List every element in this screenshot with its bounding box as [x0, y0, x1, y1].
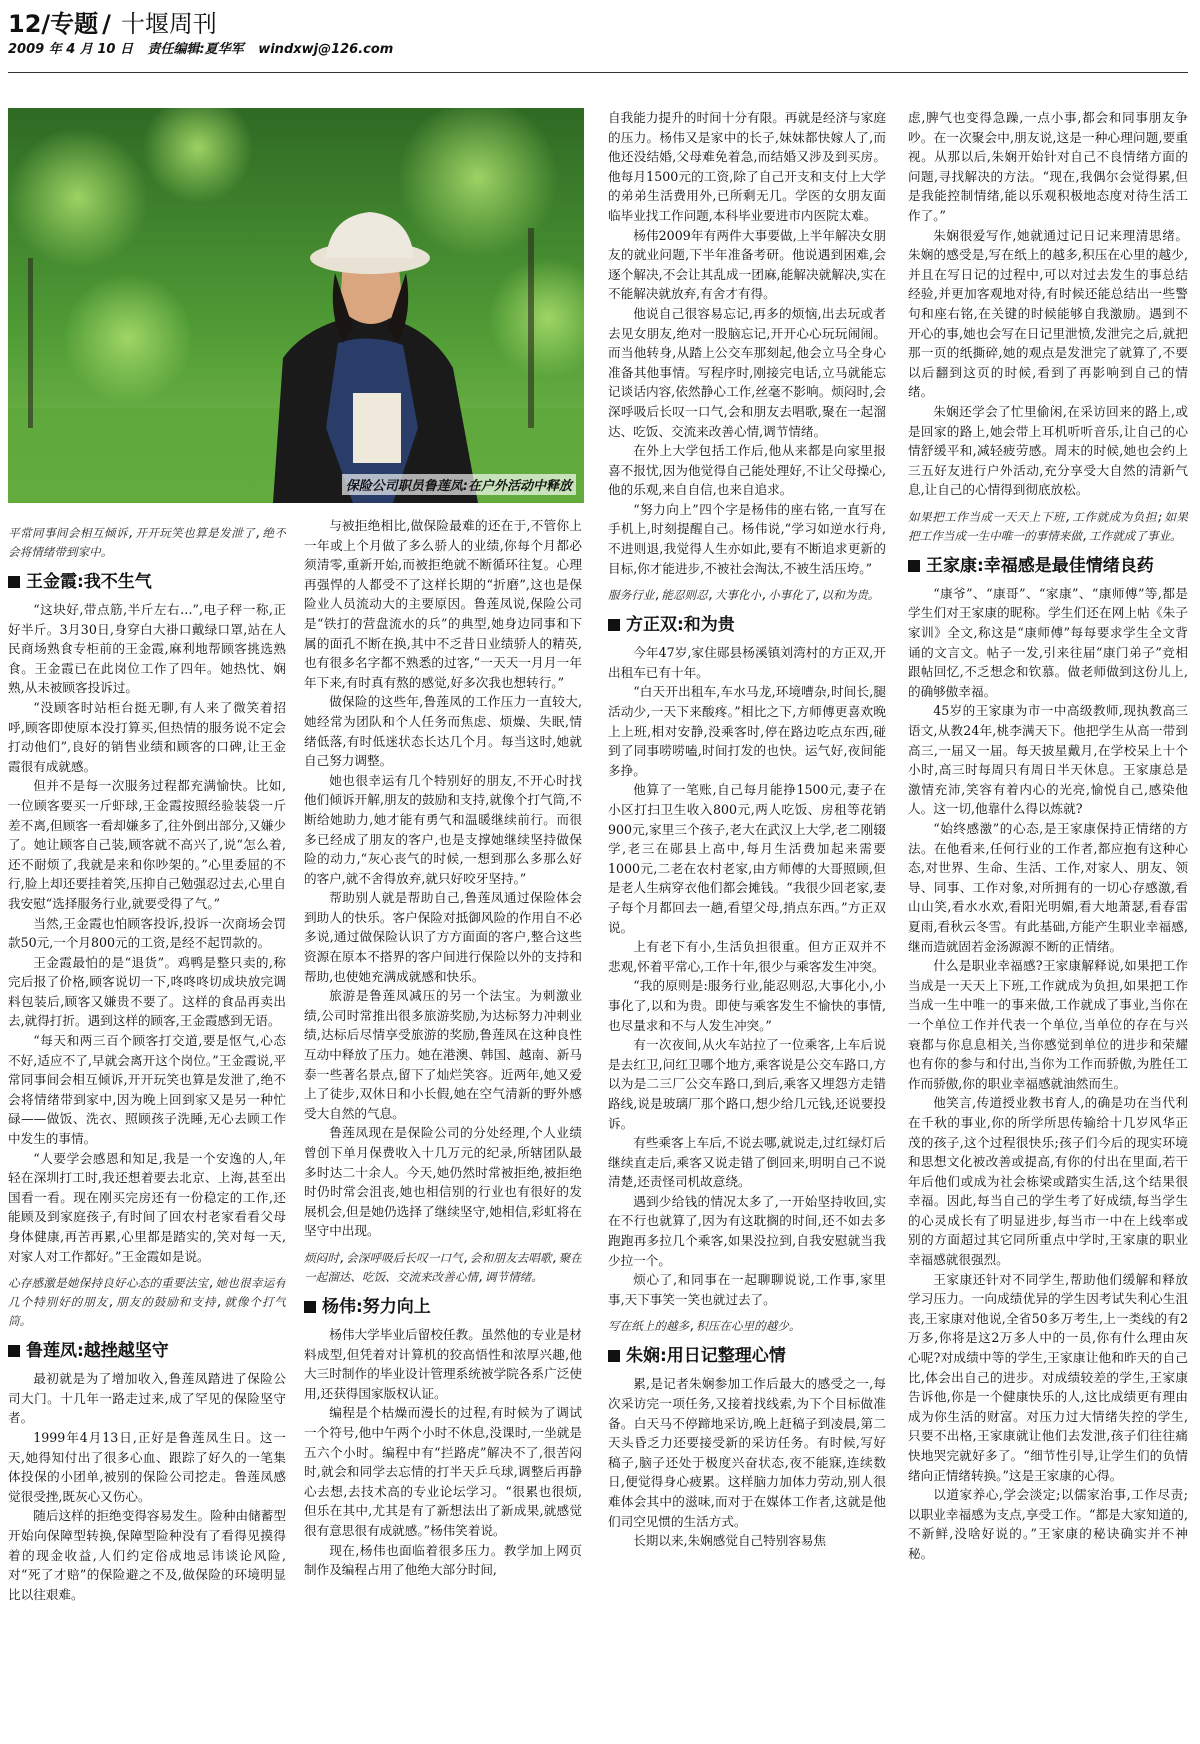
paragraph: 朱娴还学会了忙里偷闲,在采访回来的路上,或是回家的路上,她会带上耳机听听音乐,让自己的心情舒缓平和,减轻疲劳感。周末的时候,她也会约上三五好友进行户外活动,充分享受大自然的清新气息,让自己的心情得到彻底放松。 [908, 403, 1188, 498]
paragraph: 帮助别人就是帮助自己,鲁莲凤通过保险体会到助人的快乐。客户保险对抵御风险的作用自不必多说,通过做保险认识了方方面面的客户,整合这些资源在原本不搭界的客户间进行保险以外的支持和帮助,也使她充满成就感和快乐。 [304, 890, 582, 984]
paragraph: “没顾客时站柜台挺无聊,有人来了微笑着招呼,顾客即使原本没打算买,但热情的服务说不定会打动他们”,良好的销售业绩和顾客的口碑,让王金霞很有成就感。 [8, 699, 286, 774]
paragraph: 以道家养心,学会淡定;以儒家治事,工作尽责;以职业幸福感为支点,享受工作。“都是大家知道的,不新鲜,没啥好说的。”王家康的秘诀确实并不神秘。 [908, 1487, 1188, 1561]
paragraph: 遇到少给钱的情况太多了,一开始坚持收回,实在不行也就算了,因为有这耽搁的时间,还不如去多跑跑再多拉几个乘客,如果没拉到,自我安慰就当我少拉一个。 [608, 1193, 886, 1268]
masthead [8, 8, 1188, 73]
section-heading [8, 568, 286, 596]
pull-quote: 如果把工作当成一天天上下班,工作就成为负担;如果把工作当成一生中唯一的事情来做,工作就成了事业。 [908, 509, 1188, 543]
paragraph: 上有老下有小,生活负担很重。但方正双并不悲观,怀着平常心,工作十年,很少与乘客发生冲突。 [608, 939, 886, 974]
paragraph: “这块好,带点筋,半斤左右…”,电子秤一称,正好半斤。3月30日,身穿白大褂口戴绿口罩,站在人民商场熟食专柜前的王金霞,麻利地帮顾客挑选熟食。王金霞已在此岗位工作了四年。她热忱、娴熟,从未被顾客投诉过。 [8, 602, 286, 696]
paragraph: 自我能力提升的时间十分有限。再就是经济与家庭的压力。杨伟又是家中的长子,妹妹都快嫁人了,而他还没结婚,父母难免着急,而结婚又涉及到买房。他每月1500元的工资,除了自己开支和支付上大学的弟弟生活费用外,已所剩无几。学医的女朋友面临毕业找工作问题,本科毕业要进市内医院太难。 [608, 110, 886, 223]
paragraph: “康爷”、“康哥”、“家康”、“康师傅”等,都是学生们对王家康的昵称。学生们还在网上帖《朱子家训》全文,称这是“康师傅”每每要求学生全文背诵的文言文。帖子一发,引来往届“康门弟子”竞相跟帖回忆,不乏想念和钦慕。做老师做到这份儿上,的确够傲幸福。 [908, 585, 1188, 699]
paragraph: 朱娴很爱写作,她就通过记日记来理清思绪。朱娴的感受是,写在纸上的越多,积压在心里的越少,并且在写日记的过程中,可以对过去发生的事总结经验,并更加客观地对待,有时候还能总结出一些警句和座右铭,在关键的时候能够自我激励。遇到不开心的事,她也会写在日记里泄愤,发泄完之后,就把那一页的纸撕碎,她的观点是发泄完了就算了,不要以后翻到这页的时候,看到了再影响到自己的情绪。 [908, 227, 1188, 400]
paragraph: 有一次夜间,从火车站拉了一位乘客,上车后说是去红卫,问红卫哪个地方,乘客说是公交车路口,方以为是二三厂公交车路口,到后,乘客又埋怨方走错路线,说是玻璃厂那个路口,想少给几元钱,还说要投诉。 [608, 1037, 886, 1131]
pull-quote: 心存感激是她保持良好心态的重要法宝,她也很幸运有几个特别好的朋友,朋友的鼓励和支持,就像个打气筒。 [8, 1276, 286, 1329]
paragraph: 王家康还针对不同学生,帮助他们缓解和释放学习压力。一向成绩优异的学生因考试失利心生沮丧,王家康对他说,全省50多万考生,上一类线的有2万多,你将是这2万多人中的一员,你有什么理由灰心呢?对成绩中等的学生,王家康让他和昨天的自己比,体会出自己的进步。对成绩较差的学生,王家康告诉他,你是一个健康快乐的人,这比成绩更有理由成为你生活的财富。对压力过大情绪失控的学生,只要不出格,王家康就让他们去发泄,孩子们往往痛快地哭完就好多了。“细节性引导,让学生们的负情绪向正情绪转换。”这是王家康的心得。 [908, 1271, 1188, 1483]
section-heading [8, 1337, 286, 1365]
section-heading [608, 611, 886, 639]
paragraph: “我的原则是:服务行业,能忍则忍,大事化小,小事化了,以和为贵。即使与乘客发生不愉快的事情,也尽量求和不与人发生冲突。” [608, 978, 886, 1033]
editor-email: windxwj@126.com [258, 42, 394, 57]
heading-marker [304, 1301, 316, 1313]
masthead-title-row [8, 8, 1188, 40]
column-1 [8, 516, 286, 1738]
paragraph: “每天和两三百个顾客打交道,要是怄气,心态不好,适应不了,早就会离开这个岗位。”王金霞说,平常同事间会相互倾诉,开开玩笑也算是发泄了,绝不会将情绪带到家中,因为晚上回到家又是另一种忙碌——做饭、洗衣、照顾孩子洗睡,无心去顾工作中发生的事情。 [8, 1033, 286, 1147]
paragraph: 今年47岁,家住郧县杨溪镇刘湾村的方正双,开出租车已有十年。 [608, 645, 886, 680]
section-title: 朱娴:用日记整理心情 [626, 1346, 786, 1367]
paragraph: 他笑言,传道授业教书育人,的确是功在当代利在千秋的事业,你的所学所思传输给十几岁风华正茂的孩子,这个过程很快乐;孩子们今后的现实环境和思想文化被改善或提高,有你的付出在里面,若干年后他们或成为社会栋梁或踏实生活,这个结果很幸福。因此,每当自己的学生考了好成绩,每当学生的心灵成长有了明显进步,每当市一中在上线率或别的方面超过其它同所重点中学时,王家康的职业幸福感就很强烈。 [908, 1095, 1188, 1268]
photo-illustration [8, 108, 584, 503]
publication-name: 十堰周刊 [120, 10, 217, 38]
paragraph: 她也很幸运有几个特别好的朋友,不开心时找他们倾诉开解,朋友的鼓励和支持,就像个打气筒,不断给她助力,她才能有勇气和温暖继续前行。而很多已经成了朋友的客户,也是支撑她继续坚持做保险的动力,“灰心丧气的时候,一想到那么多那么好的客户,就不舍得放弃,就只好咬牙坚持。” [304, 772, 582, 886]
section-title: 方正双:和为贵 [626, 615, 735, 636]
heading-marker [8, 576, 20, 588]
column-4 [908, 108, 1188, 1738]
page-number: 12/ [8, 10, 51, 38]
pull-quote: 烦闷时,会深呼吸后长叹一口气,会和朋友去唱歌,聚在一起溜达、吃饭、交流来改善心情,调节情绪。 [304, 1250, 582, 1284]
section-name: 专题 [50, 10, 99, 38]
paragraph: 但并不是每一次服务过程都充满愉快。比如,一位顾客要买一斤虾球,王金霞按照经验装袋一斤差不离,但顾客一看却嫌多了,往外倒出部分,又嫌少了。她让顾客自己装,顾客就不高兴了,说“怎么着,还不耐烦了,我就是来和你吵架的。”心里委屈的不行,脸上却还要挂着笑,压抑自己勉强忍过去,心里自我安慰“选择服务行业,就要受得了气。” [8, 778, 286, 911]
paragraph: 他算了一笔账,自己每月能挣1500元,妻子在小区打扫卫生收入800元,两人吃饭、房租等花销900元,家里三个孩子,老大在武汉上大学,老二刚辍学,老三在郧县上高中,每月生活费加起来需要1000元,二老在农村老家,由方师傅的大哥照顾,但是老人生病穿衣他们都会摊钱。“我很少回老家,妻子每个月都回去一趟,看望父母,捎点东西。”方正双说。 [608, 782, 886, 935]
paragraph: 与被拒绝相比,做保险最难的还在于,不管你上一年或上个月做了多么骄人的业绩,你每个月都必须清零,重新开始,而被拒绝就不断循环往复。心理再强悍的人都受不了这样长期的“折磨”,这也是保险业人员流动大的主要原因。鲁莲凤说,保险公司是“铁打的营盘流水的兵”的典型,她身边同事和下属的面孔不断在换,其中不乏昔日业绩骄人的精英,也有很多名字都不熟悉的过客,“一天天一月月一年年下来,有时真有熬的感觉,好多次我也想转行。” [304, 518, 582, 690]
paragraph: “努力向上”四个字是杨伟的座右铭,一直写在手机上,时刻提醒自己。杨伟说,“学习如逆水行舟,不进则退,我觉得人生亦如此,要有不断追求更新的目标,你才能进步,不被社会淘汰,不被生活压垮。” [608, 501, 886, 576]
paragraph: “始终感激”的心态,是王家康保持正情绪的方法。在他看来,任何行业的工作者,都应抱有这种心态,对世界、生命、生活、工作,对家人、朋友、领导、同事、工作对象,对所拥有的一切心存感激,看山山笑,看水水欢,看阳光明媚,看大地萧瑟,看春雷夏雨,看秋云冬雪。有此基础,方能产生职业幸福感,继而造就固若金汤源源不断的正情绪。 [908, 821, 1188, 954]
masthead-info-row [8, 40, 1188, 60]
paragraph: 烦心了,和同事在一起聊聊说说,工作事,家里事,天下事笑一笑也就过去了。 [608, 1272, 886, 1307]
paragraph: 最初就是为了增加收入,鲁莲凤踏进了保险公司大门。十几年一路走过来,成了罕见的保险坚守者。 [8, 1371, 286, 1426]
feature-photo [8, 108, 584, 503]
section-heading [908, 552, 1188, 580]
editor-credit: 责任编辑:夏华军 [147, 42, 244, 57]
paragraph: 编程是个枯燥而漫长的过程,有时候为了调试一个符号,他中午两个小时不休息,没课时,一坐就是五六个小时。编程中有“拦路虎”解决不了,很苦闷时,就会和同学去忘情的打半天乒乓球,调整后再静心去想,去技术高的专业论坛学习。“很累也很烦,但乐在其中,尤其是有了新想法出了新成果,就感觉很有意思很有成就感。”杨伟笑着说。 [304, 1405, 582, 1538]
section-title: 鲁莲凤:越挫越坚守 [26, 1341, 169, 1362]
paragraph: 1999年4月13日,正好是鲁莲凤生日。这一天,她得知付出了很多心血、跟踪了好久的一笔集体投保的小团单,被别的保险公司挖走。鲁莲凤感觉很受挫,既灰心又伤心。 [8, 1429, 286, 1504]
paragraph: “人要学会感恩和知足,我是一个安逸的人,年轻在深圳打工时,我还想着要去北京、上海,甚至出国看一看。现在刚买完房还有一份稳定的工作,还能顾及到家庭孩子,有时间了回农村老家看看父母身体健康,再苦再累,心里都是踏实的,笑对每一天,对家人对工作都好。”王金霞如是说。 [8, 1150, 286, 1264]
section-heading [304, 1293, 582, 1321]
section-title: 王家康:幸福感是最佳情绪良药 [926, 555, 1154, 576]
paragraph: 什么是职业幸福感?王家康解释说,如果把工作当成是一天天上下班,工作就成为负担,如果把工作当成一生中唯一的事来做,工作就成了事业,当你在一个单位工作并代表一个单位,当单位的存在与兴衰都与你息息相关,当你感觉到单位的进步和荣耀也有你的参与和付出,当你为工作而骄傲,为胜任工作而骄傲,你的职业幸福感就油然而生。 [908, 958, 1188, 1091]
heading-marker [8, 1345, 20, 1357]
paragraph: 旅游是鲁莲凤减压的另一个法宝。为刺激业绩,公司时常推出很多旅游奖励,为达标努力冲刺业绩,达标后尽情享受旅游的奖励,鲁莲凤在这种良性互动中释放了压力。她在港澳、韩国、越南、新马泰一些著名景点,留下了灿烂笑容。近两年,她又爱上了徒步,双休日和小长假,她在空气清新的野外感受大自然的气息。 [304, 988, 582, 1121]
paragraph: 45岁的王家康为市一中高级教师,现执教高三语文,从教24年,桃李满天下。他把学生从高一带到高三,一届又一届。每天披星戴月,在学校呆上十个小时,高三时每周只有周日半天休息。王家康总是激情充沛,笑容有着内心的光亮,愉悦自己,感染他人。这一切,他靠什么得以炼就? [908, 703, 1188, 817]
paragraph: 杨伟大学毕业后留校任教。虽然他的专业是材料成型,但凭着对计算机的狡高悟性和浓厚兴趣,他大三时制作的毕业设计管理系统被学院各系广泛使用,还获得国家版权认证。 [304, 1326, 582, 1401]
section-title: 杨伟:努力向上 [322, 1296, 431, 1317]
paragraph: 做保险的这些年,鲁莲凤的工作压力一直较大,她经常为团队和个人任务而焦虑、烦燥、失眠,情绪低落,有时低迷状态长达几个月。每当这时,她就自己努力调整。 [304, 694, 582, 769]
paragraph: 他说自己很容易忘记,再多的烦恼,出去玩或者去见女朋友,绝对一股脑忘记,开开心心玩玩闹闹。而当他转身,从踏上公交车那刻起,他会立马全身心准备其他事情。写程序时,刚接完电话,立马就能忘记谈话内容,依然静心工作,丝毫不影响。烦闷时,会深呼吸后长叹一口气,会和朋友去唱歌,聚在一起溜达、吃饭、交流来改善心情,调节情绪。 [608, 305, 886, 439]
paragraph: 在外上大学包括工作后,他从来都是向家里报喜不报忧,因为他觉得自己能处理好,不让父母操心,他的乐观,来自自信,也来自追求。 [608, 443, 886, 498]
paragraph: 有些乘客上车后,不说去哪,就说走,过红绿灯后继续直走后,乘客又说走错了倒回来,明明自己不说清楚,还责怪司机故意绕。 [608, 1135, 886, 1190]
paragraph: 杨伟2009年有两件大事要做,上半年解决女朋友的就业问题,下半年准备考研。他说遇到困难,会逐个解决,不会让其乱成一团麻,能解决就解决,实在不能解决就放弃,有舍才有得。 [608, 227, 886, 302]
photo-caption: 保险公司职员鲁莲凤:在户外活动中释放 [342, 474, 576, 495]
pull-quote: 平常同事间会相互倾诉,开开玩笑也算是发泄了,绝不会将情绪带到家中。 [8, 526, 286, 559]
paragraph: 鲁莲凤现在是保险公司的分处经理,个人业绩曾创下单月保费收入十几万元的纪录,所辖团队最多时达二十余人。今天,她仍然时常被拒绝,被拒绝时仍时常会沮丧,她也相信别的行业也有很好的发展机会,但是她仍选择了继续坚守,她相信,彩虹将在坚守中出现。 [304, 1125, 582, 1239]
heading-marker [608, 619, 620, 631]
pull-quote: 服务行业,能忍则忍,大事化小,小事化了,以和为贵。 [608, 588, 880, 603]
section-title: 王金霞:我不生气 [26, 572, 152, 592]
paragraph: 长期以来,朱娴感觉自己特别容易焦 [633, 1533, 827, 1549]
heading-marker [908, 560, 920, 572]
paragraph: 当然,王金霞也怕顾客投诉,投诉一次商场会罚款50元,一个月800元的工资,是经不起罚款的。 [8, 915, 286, 951]
paragraph: 随后这样的拒绝变得容易发生。险种由储蓄型开始向保障型转换,保障型险种没有了看得见摸得着的现金收益,人们约定俗成地忌讳谈论风险,对“死了才赔”的保险避之不及,做保险的环境明显比以往艰难。 [8, 1508, 286, 1602]
title-separator: / [102, 10, 111, 38]
pull-quote: 写在纸上的越多,积压在心里的越少。 [608, 1319, 801, 1334]
paragraph: 累,是记者朱娴参加工作后最大的感受之一,每次采访完一项任务,又接着找线索,为下个目标做准备。白天马不停蹄地采访,晚上赶稿子到凌晨,第二天头昏乏力还要接受新的采访任务。有时候,写好稿子,脑子还处于极度兴奋状态,夜不能寐,连续数日,便觉得身心疲累。这样脑力加体力劳动,别人很难体会其中的滋味,而对于在媒体工作者,这就是他们司空见惯的生活方式。 [608, 1376, 886, 1529]
section-heading [608, 1342, 886, 1370]
paragraph: “白天开出租车,车水马龙,环境嘈杂,时间长,腿活动少,一天下来酸疼。”相比之下,方师傅更喜欢晚上上班,相对安静,没乘客时,停在路边吃点东西,碰到了同事唠唠嗑,时间打发的也快。运气好,夜间能多挣。 [608, 684, 886, 778]
column-2 [304, 516, 582, 1738]
paragraph: 王金霞最怕的是“退货”。鸡鸭是整只卖的,称完后报了价格,顾客说切一下,咚咚咚切成块放完调料包装后,顾客又嫌贵不要了。这样的食品再卖出去,就得打折。遇到这样的顾客,王金霞感到无语。 [8, 954, 286, 1029]
column-3 [608, 108, 886, 1738]
paragraph: 现在,杨伟也面临着很多压力。教学加上网页制作及编程占用了他绝大部分时间, [304, 1542, 582, 1578]
heading-marker [608, 1350, 620, 1362]
issue-date: 2009 年 4 月 10 日 [8, 42, 133, 57]
paragraph: 虑,脾气也变得急躁,一点小事,都会和同事朋友争吵。在一次聚会中,朋友说,这是一种心理问题,要重视。从那以后,朱娴开始针对自己不良情绪方面的问题,寻找解决的方法。“现在,我偶尔会觉得累,但是我能控制情绪,能以乐观积极地态度对待生活工作了。” [908, 110, 1188, 223]
